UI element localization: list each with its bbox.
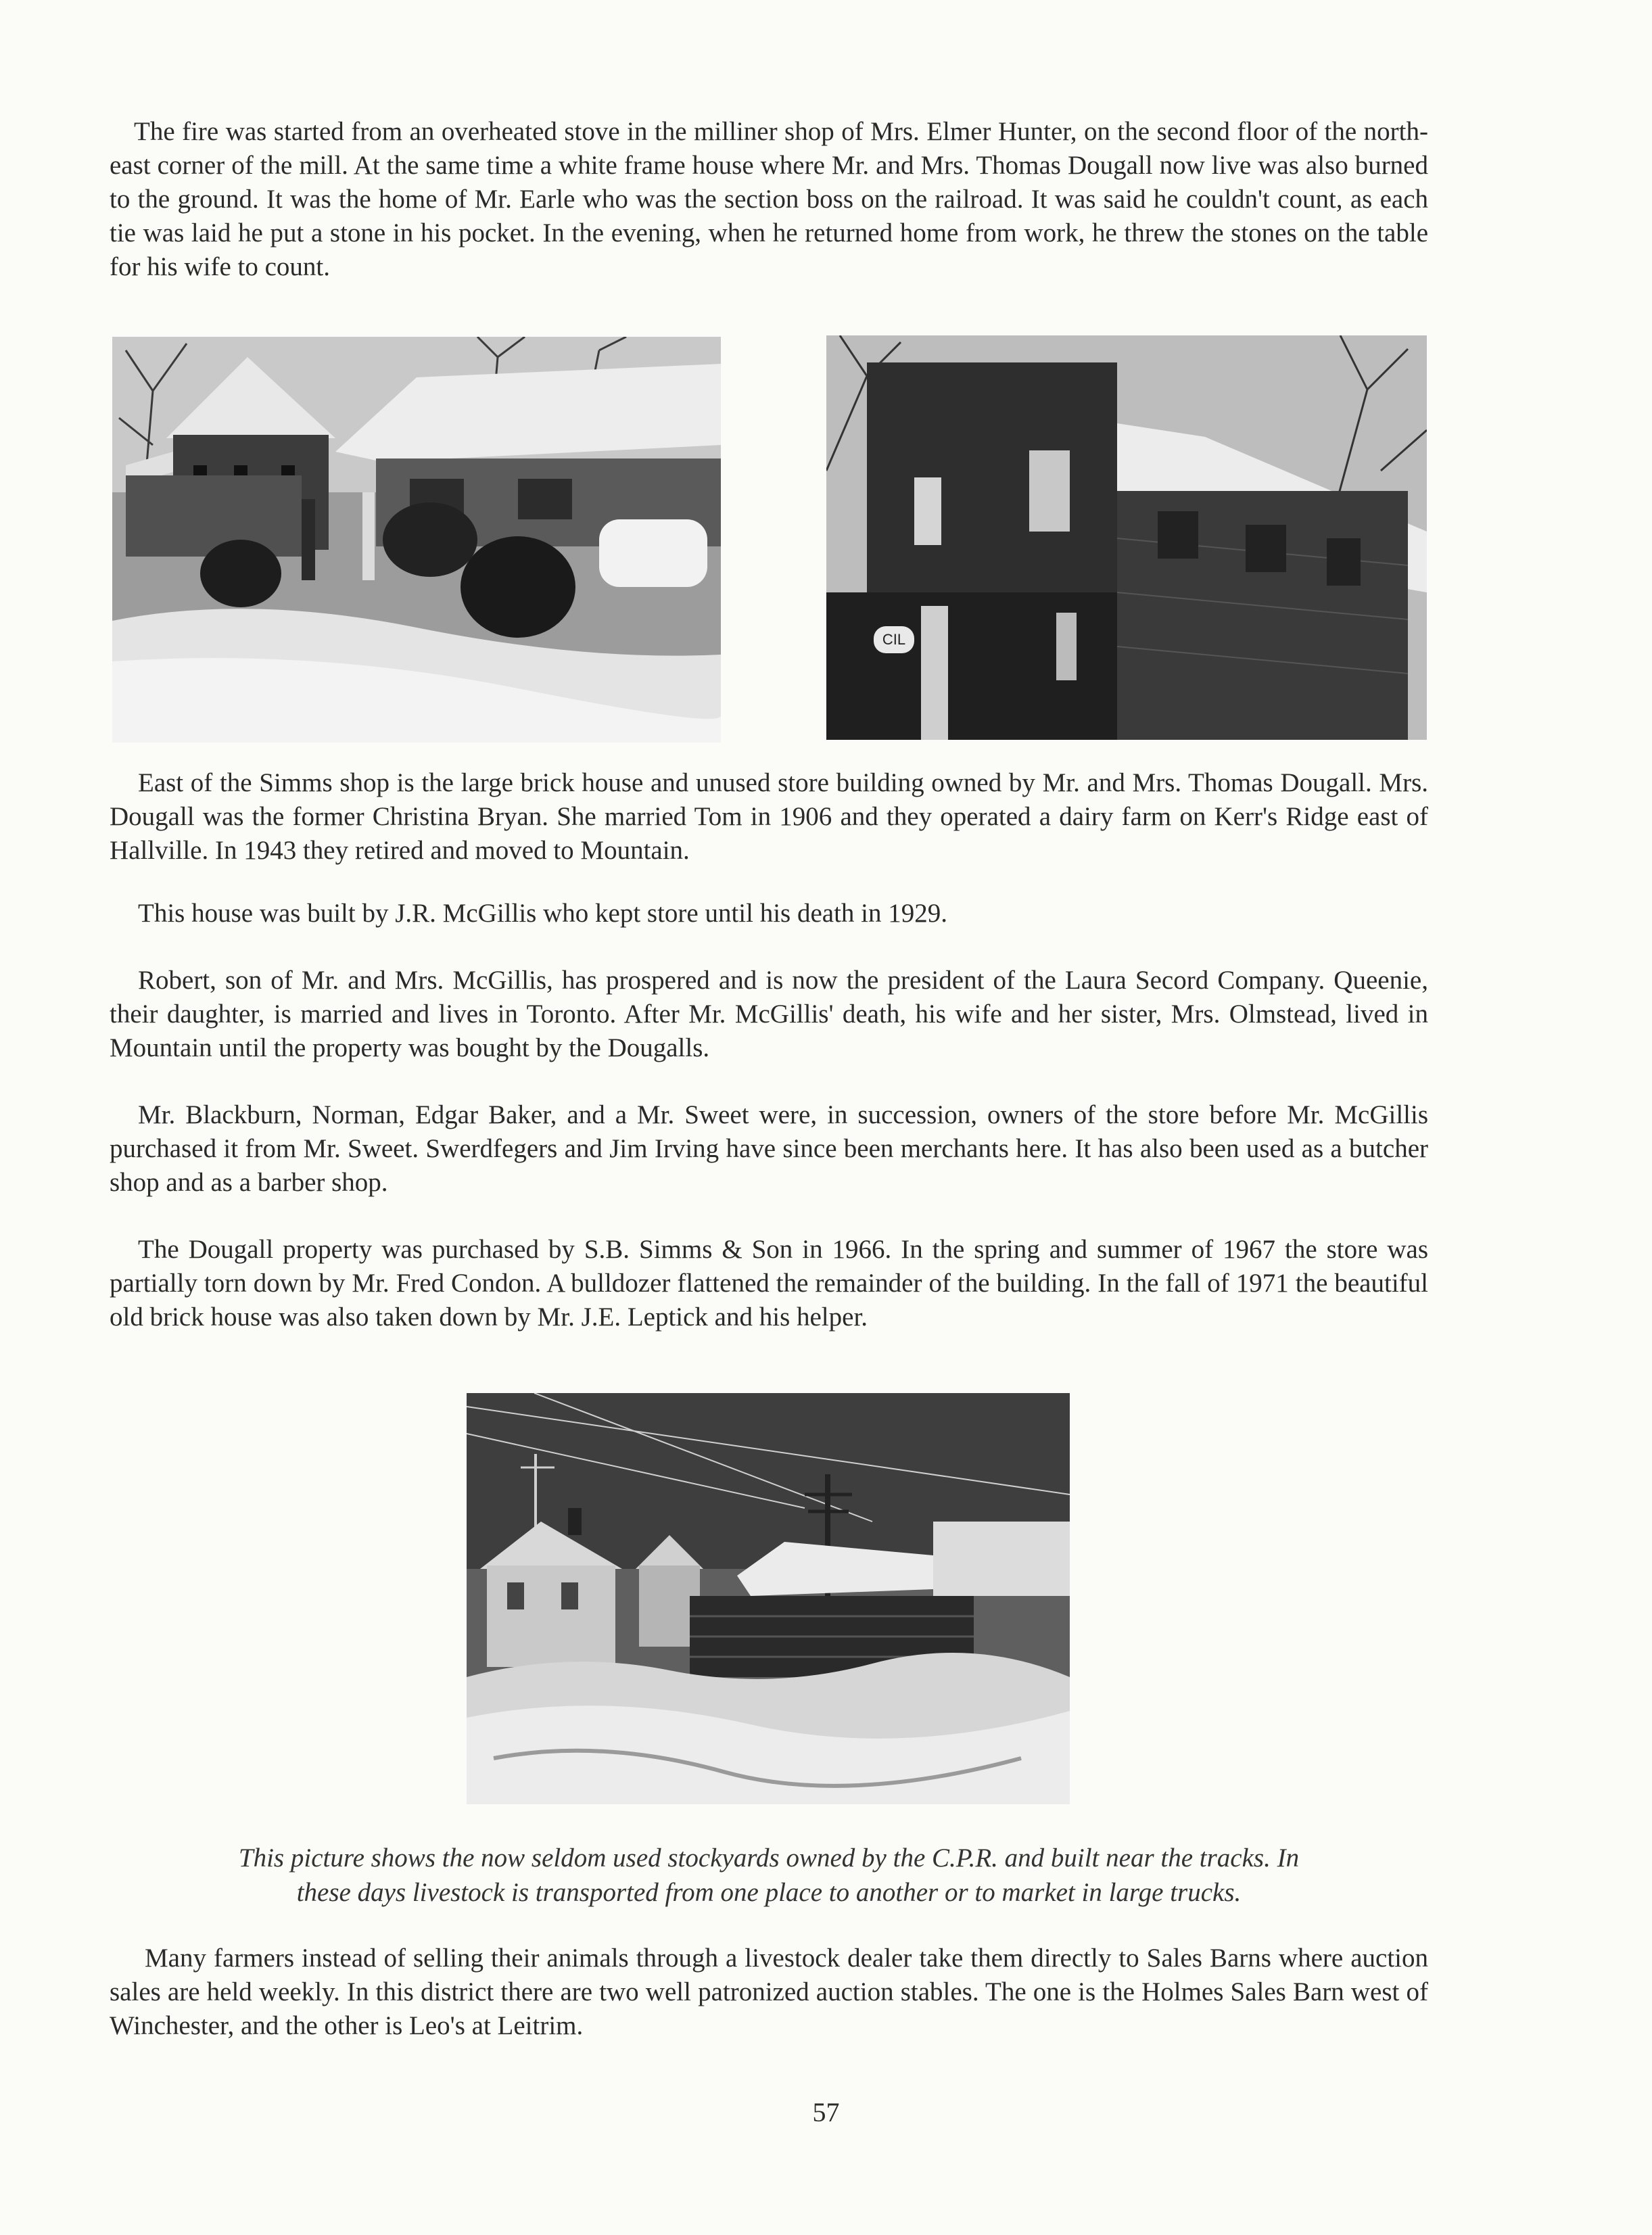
page-number: 57	[812, 2097, 840, 2127]
paragraph-store-owners: Mr. Blackburn, Norman, Edgar Baker, and a Mr. Sweet were, in succession, owners of the store before Mr. McGillis purchased it from Mr. Sweet. Swerdfegers and Jim Irving have since been merchants here. It has also been used as a butcher shop and as a barber shop.	[110, 1100, 1428, 1197]
store-sign: CIL	[882, 631, 906, 648]
photo-brick-house-tractors	[112, 337, 721, 743]
photo-stockyards	[467, 1393, 1070, 1804]
paragraph-fire: The fire was started from an overheated stove in the milliner shop of Mrs. Elmer Hunter, on the second floor of the north-east corner of the mill. At the same time a white frame house where Mr. and Mrs. Thomas Dougall now live was also burned to the ground. It was the home of Mr. Earle who was the section boss on the railroad. It was said he couldn't count, as each tie was laid he put a stone in his pocket. In the evening, when he returned home from work, he threw the stones on the table for his wife to count.	[110, 117, 1428, 281]
paragraph-robert-mcgillis: Robert, son of Mr. and Mrs. McGillis, has prospered and is now the president of the Laura Secord Company. Queenie, their daughter, is married and lives in Toronto. After Mr. McGillis' death, his wife and her sister, Mrs. Olmstead, lived in Mountain until the property was bought by the Dougalls.	[110, 966, 1428, 1062]
caption-line-1: This picture shows the now seldom used stockyards owned by the C.P.R. and built near the tracks. In	[238, 1843, 1300, 1873]
photo-old-store-building	[826, 335, 1427, 740]
photo-caption	[110, 1841, 1428, 1910]
paragraph-dougall-house: East of the Simms shop is the large brick house and unused store building owned by Mr. and Mrs. Thomas Dougall. Mrs. Dougall was the former Christina Bryan. She married Tom in 1906 and they operated a dairy farm on Kerr's Ridge east of Hallville. In 1943 they retired and moved to Mountain.	[110, 768, 1428, 865]
paragraph-sales-barns: Many farmers instead of selling their animals through a livestock dealer take them directly to Sales Barns where auction sales are held weekly. In this district there are two well patronized auction stables. The one is the Holmes Sales Barn west of Winchester, and the other is Leo's at Leitrim.	[110, 1944, 1428, 2040]
caption-line-2: these days livestock is transported from one place to another or to market in large trucks.	[296, 1878, 1242, 1907]
paragraph-mcgillis-built: This house was built by J.R. McGillis who kept store until his death in 1929.	[138, 899, 948, 928]
paragraph-dougall-property: The Dougall property was purchased by S.B. Simms & Son in 1966. In the spring and summer of 1967 the store was partially torn down by Mr. Fred Condon. A bulldozer flattened the remainder of the building. In the fall of 1971 the beautiful old brick house was also taken down by Mr. J.E. Leptick and his helper.	[110, 1235, 1428, 1332]
